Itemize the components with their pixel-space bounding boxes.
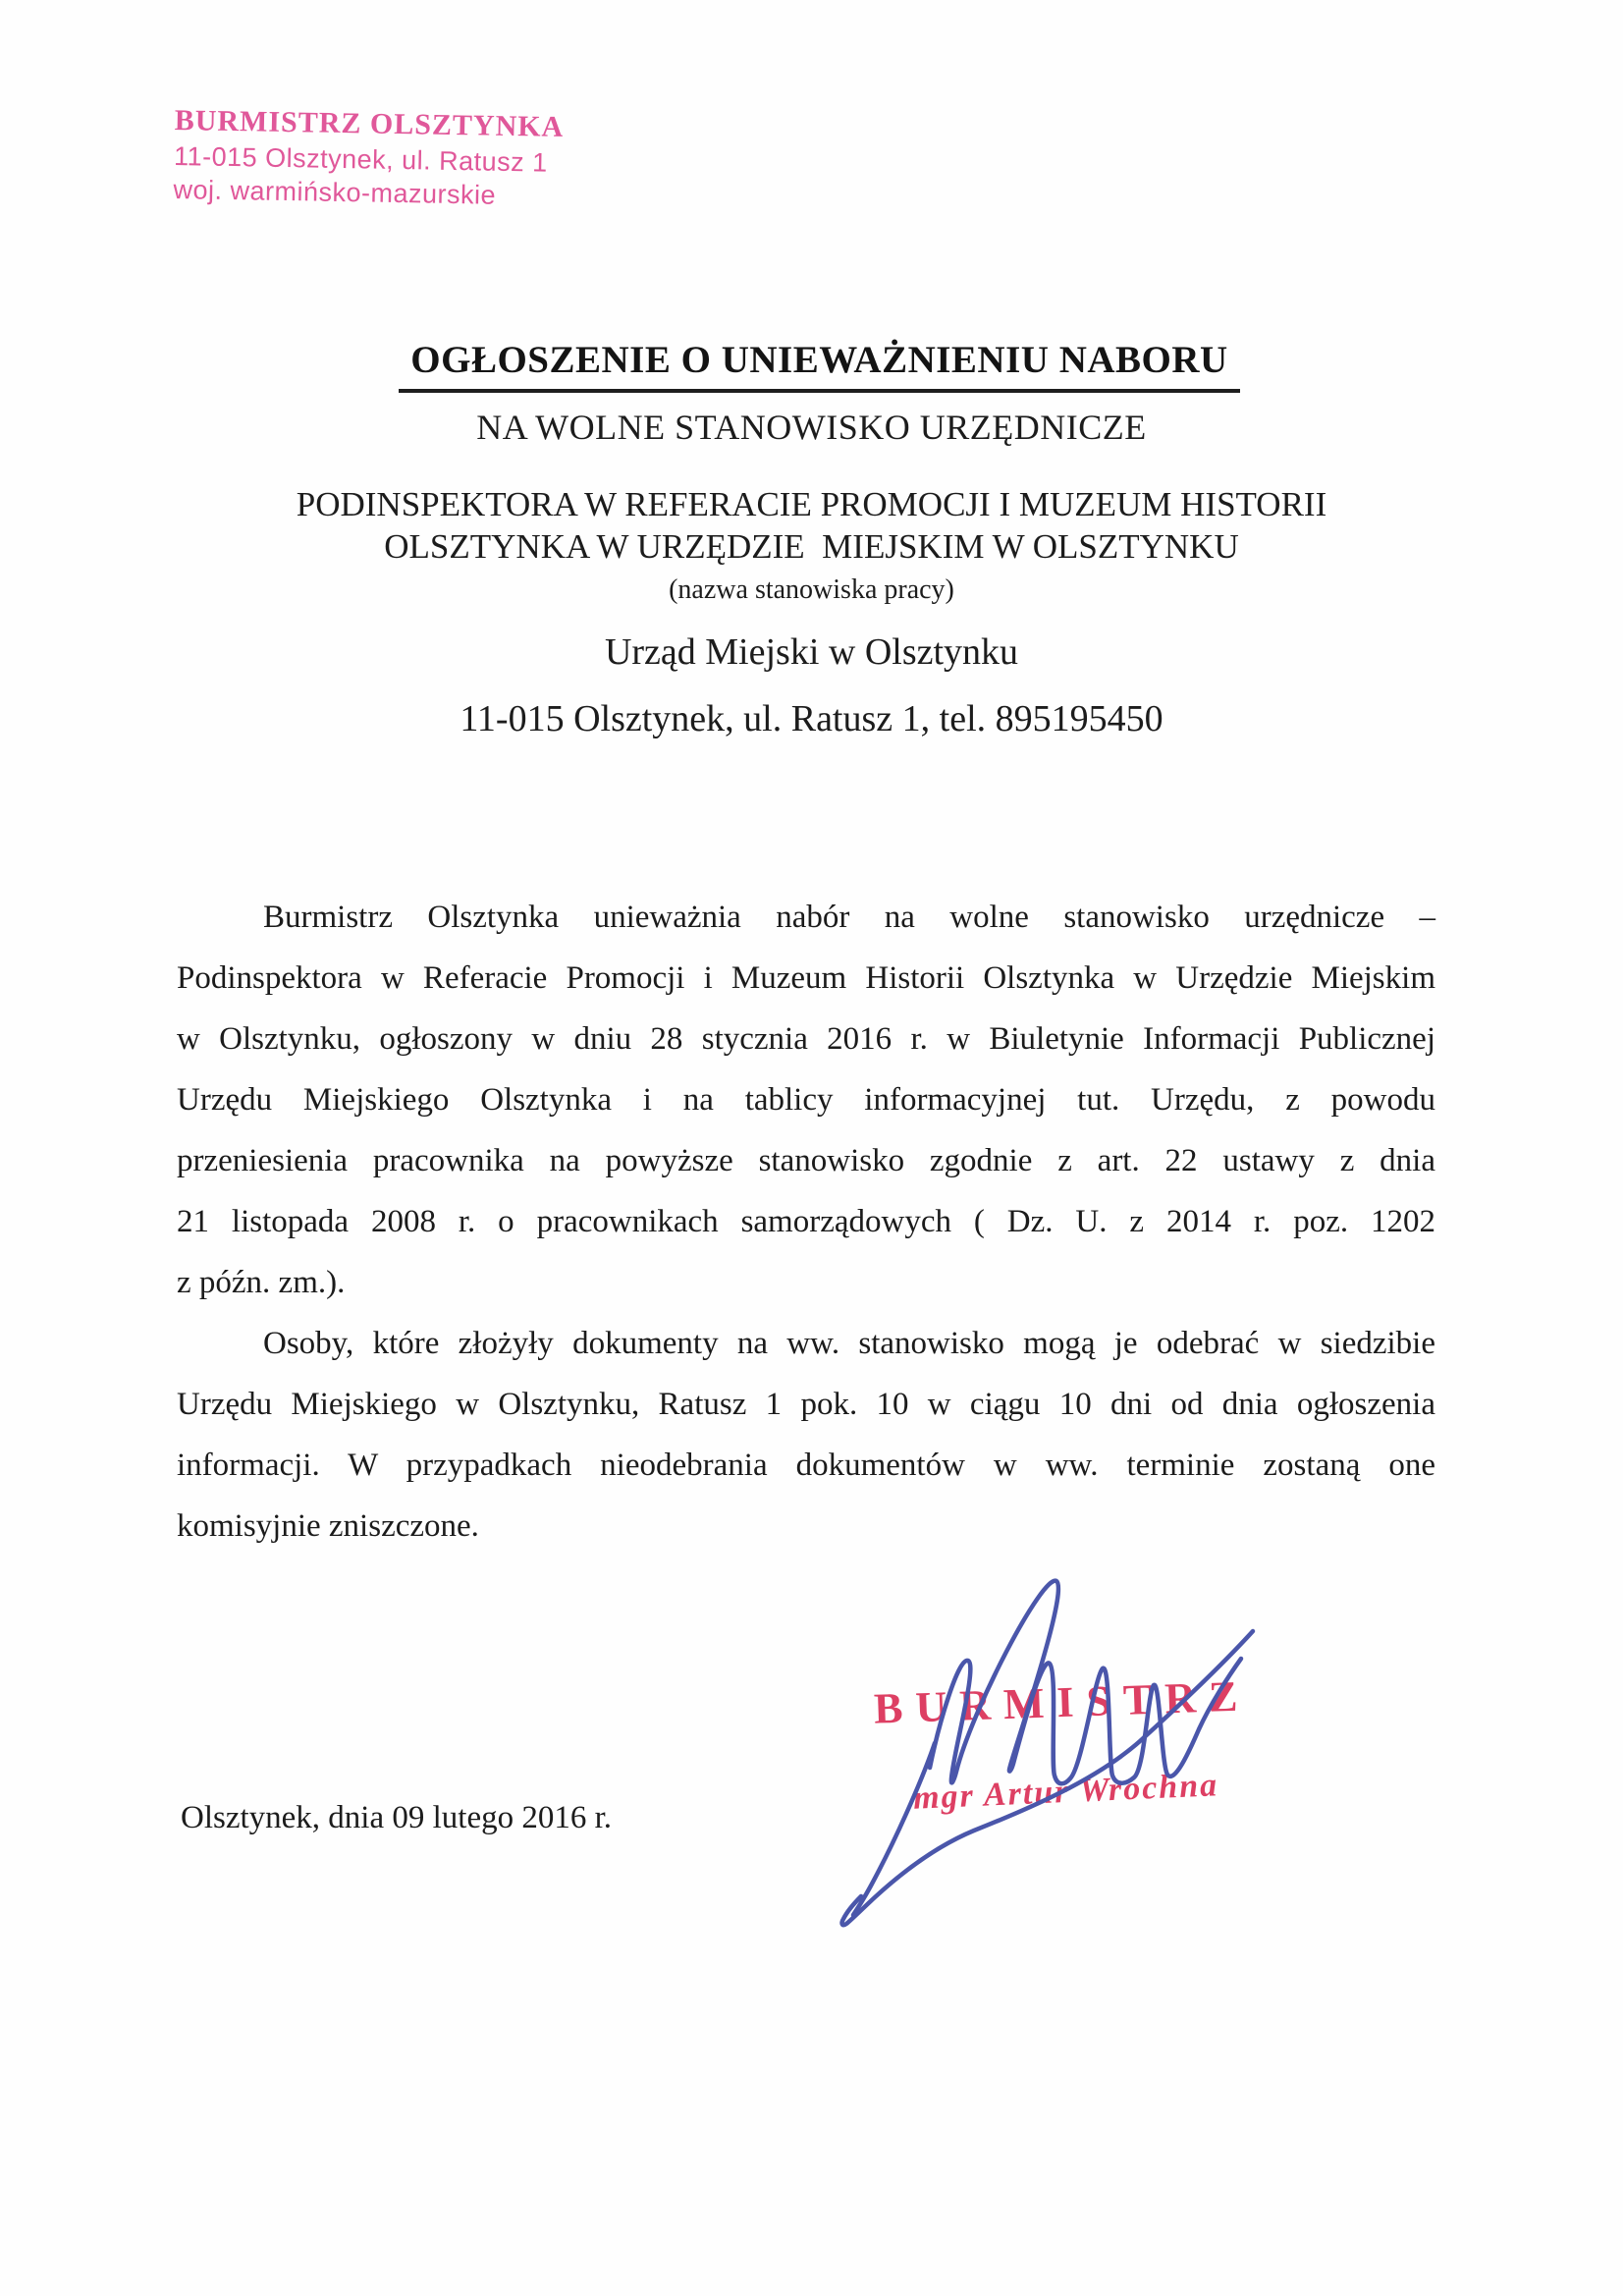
organization-name: Urząd Miejski w Olsztynku bbox=[604, 631, 1019, 673]
body-line: z późn. zm.). bbox=[177, 1265, 346, 1300]
sender-stamp bbox=[173, 106, 564, 217]
document-title-row bbox=[0, 320, 1623, 410]
body-line: informacji. W przypadkach nieodebrania dokumentów w ww. terminie zostaną one bbox=[177, 1448, 1435, 1483]
body-line: Osoby, które złożyły dokumenty na ww. stanowisko mogą je odebrać w siedzibie bbox=[263, 1326, 1435, 1361]
document-subtitle: NA WOLNE STANOWISKO URZĘDNICZE bbox=[476, 408, 1147, 447]
signature-stamp-name: mgr Artur Wrochna bbox=[912, 1767, 1219, 1817]
signature-block bbox=[805, 1532, 1414, 1984]
position-name-line2: OLSZTYNKA W URZĘDZIE MIEJSKIM W OLSZTYNKU bbox=[384, 527, 1239, 566]
body-line: Burmistrz Olsztynka unieważnia nabór na wolne stanowisko urzędnicze – bbox=[263, 900, 1435, 935]
body-line: w Olsztynku, ogłoszony w dniu 28 stycznia 2016 r. w Biuletynie Informacji Publicznej bbox=[177, 1021, 1435, 1057]
organization-address: 11-015 Olsztynek, ul. Ratusz 1, tel. 895195450 bbox=[460, 698, 1163, 739]
position-caption: (nazwa stanowiska pracy) bbox=[669, 574, 954, 605]
sender-stamp-address: 11-015 Olsztynek, ul. Ratusz 1 bbox=[173, 140, 549, 178]
signature-stamp-title: BURMISTRZ bbox=[873, 1671, 1252, 1733]
body-text bbox=[177, 887, 1435, 1557]
body-line: Podinspektora w Referacie Promocji i Muzeum Historii Olsztynka w Urzędzie Miejskim bbox=[177, 960, 1435, 996]
body-line: 21 listopada 2008 r. o pracownikach samorządowych ( Dz. U. z 2014 r. poz. 1202 bbox=[177, 1204, 1435, 1239]
position-name-line1: PODINSPEKTORA W REFERACIE PROMOCJI I MUZEUM HISTORII bbox=[296, 485, 1327, 523]
body-line: Urzędu Miejskiego Olsztynka i na tablicy informacyjnej tut. Urzędu, z powodu bbox=[177, 1082, 1435, 1118]
body-line: komisyjnie zniszczone. bbox=[177, 1508, 479, 1544]
body-line: przeniesienia pracownika na powyższe stanowisko zgodnie z art. 22 ustawy z dnia bbox=[177, 1143, 1435, 1178]
sender-stamp-authority: BURMISTRZ OLSZTYNKA bbox=[174, 104, 565, 143]
body-line: Urzędu Miejskiego w Olsztynku, Ratusz 1 pok. 10 w ciągu 10 dni od dnia ogłoszenia bbox=[177, 1387, 1435, 1422]
handwritten-signature-ink bbox=[805, 1532, 1414, 1984]
document-title: OGŁOSZENIE O UNIEWAŻNIENIU NABORU bbox=[399, 338, 1239, 393]
sender-stamp-region: woj. warmińsko-mazurskie bbox=[173, 174, 497, 210]
place-and-date: Olsztynek, dnia 09 lutego 2016 r. bbox=[181, 1800, 613, 1835]
